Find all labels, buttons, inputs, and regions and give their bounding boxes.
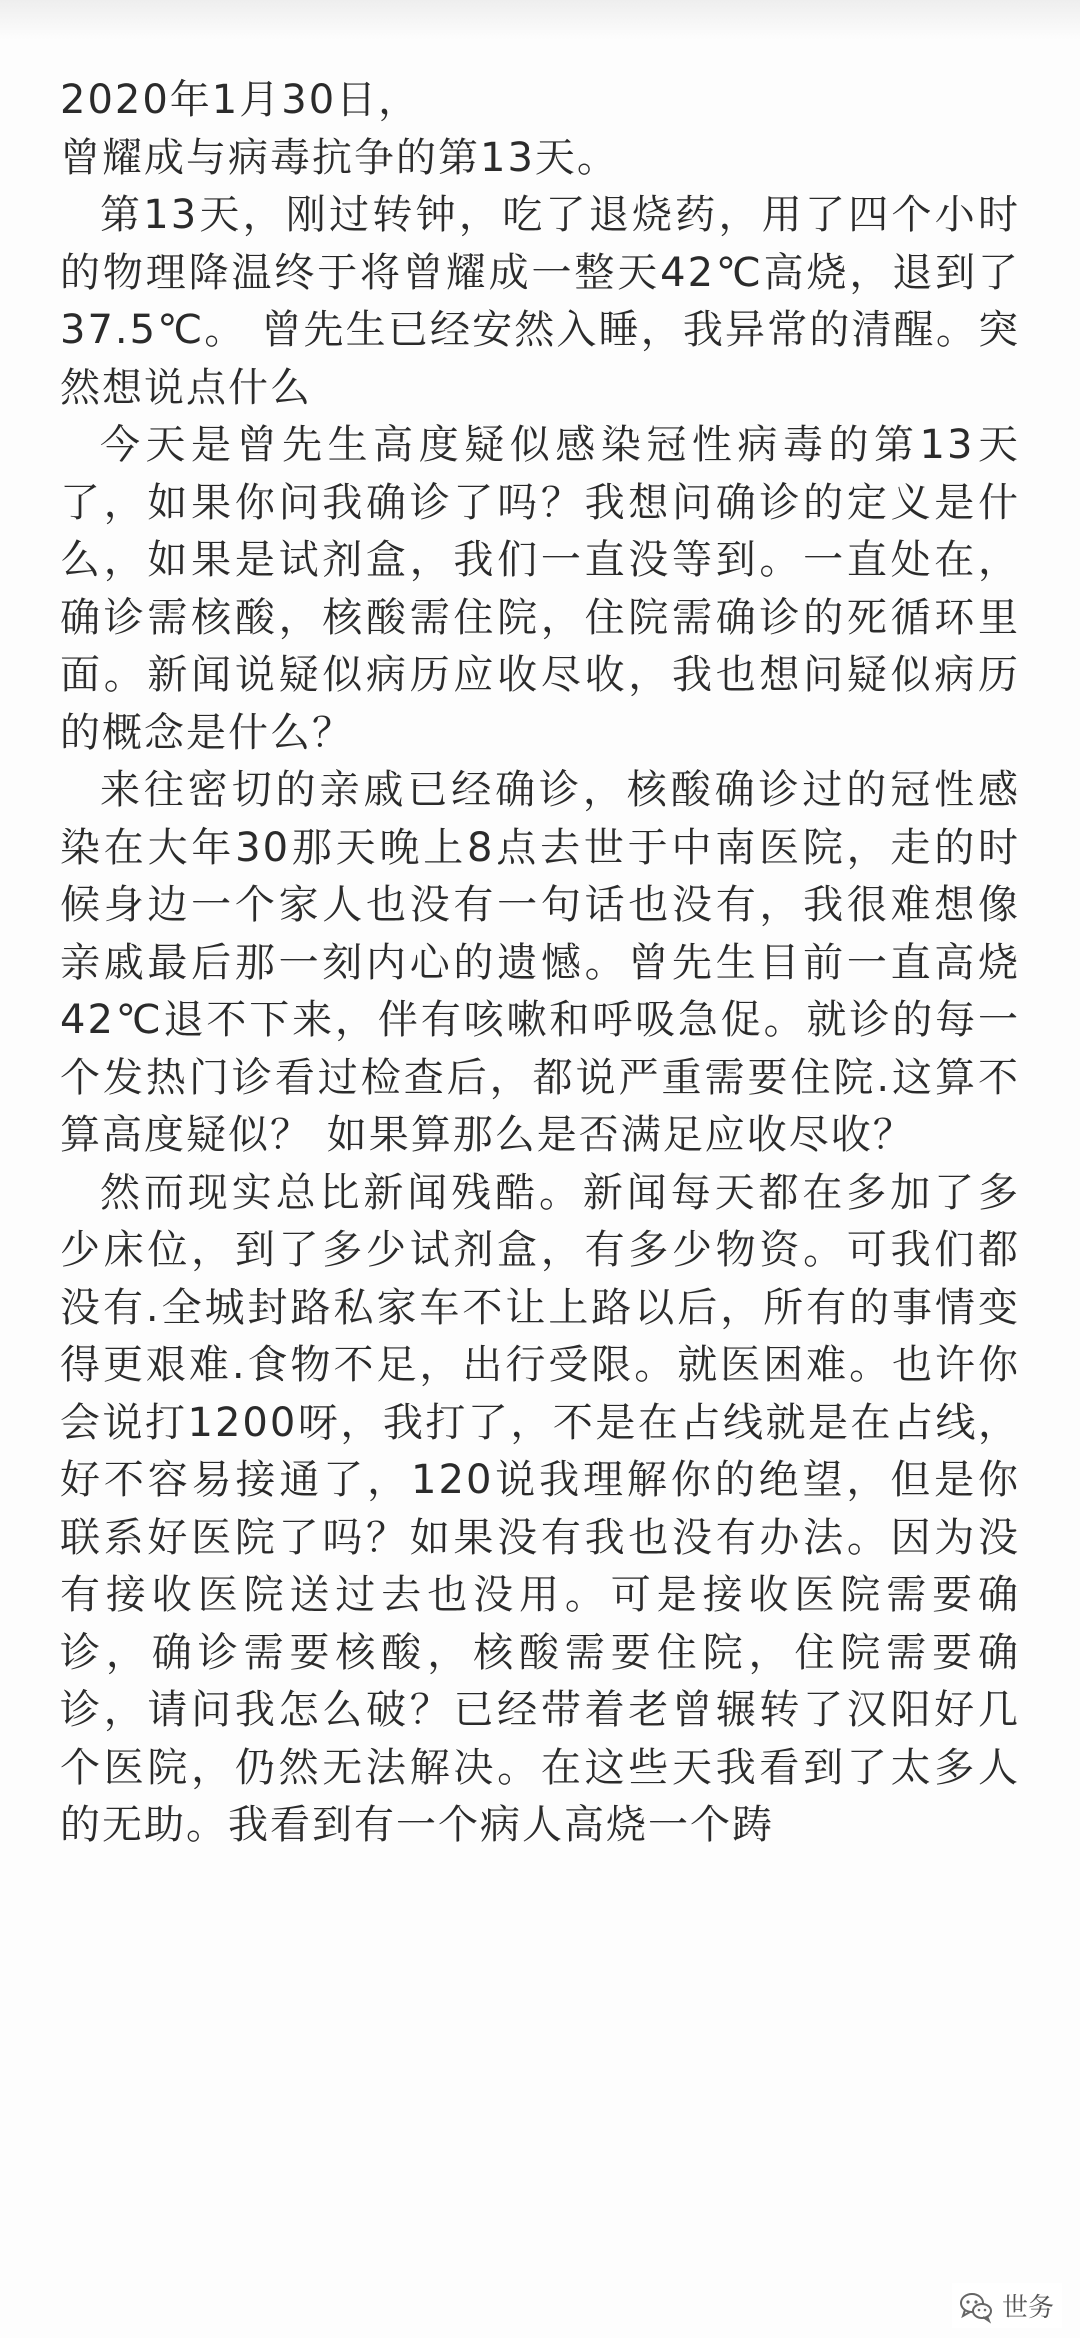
letter-date: 2020年1月30日，: [60, 77, 421, 123]
letter-paragraph-1: 第13天，刚过转钟，吃了退烧药，用了四个小时的物理降温终于将曾耀成一整天42℃高烧，退到了37.5℃。 曾先生已经安然入睡，我异常的清醒。突然想说点什么: [60, 192, 1020, 411]
handwritten-letter: [60, 72, 1020, 1855]
letter-paragraph-3: 来往密切的亲戚已经确诊，核酸确诊过的冠性感染在大年30那天晚上8点去世于中南医院，走的时候身边一个家人也没有一句话也没有，我很难想像亲戚最后那一刻内心的遗憾。曾先生目前一直高烧42℃退不下来，伴有咳嗽和呼吸急促。就诊的每一个发热门诊看过检查后，都说严重需要住院.这算不算高度疑似？ 如果算那么是否满足应收尽收？: [60, 767, 1020, 1158]
letter-subtitle: 曾耀成与病毒抗争的第13天。: [60, 134, 619, 181]
watermark: [952, 2283, 1062, 2328]
top-shade: [0, 0, 1080, 40]
letter-paragraph-2: 今天是曾先生高度疑似感染冠性病毒的第13天了，如果你问我确诊了吗？我想问确诊的定义是什么，如果是试剂盒，我们一直没等到。一直处在，确诊需核酸，核酸需住院，住院需确诊的死循环里面。新闻说疑似病历应收尽收，我也想问疑似病历的概念是什么？: [60, 422, 1020, 756]
watermark-label: 世务: [1001, 2293, 1054, 2323]
wechat-icon: [958, 2288, 994, 2324]
letter-paragraph-4: 然而现实总比新闻残酷。新闻每天都在多加了多少床位，到了多少试剂盒，有多少物资。可我们都没有.全城封路私家车不让上路以后，所有的事情变得更艰难.食物不足，出行受限。就医困难。也许你会说打1200呀，我打了，不是在占线就是在占线，好不容易接通了，120说我理解你的绝望，但是你联系好医院了吗？如果没有我也没有办法。因为没有接收医院送过去也没用。可是接收医院需要确诊，确诊需要核酸，核酸需要住院，住院需要确诊，请问我怎么破？已经带着老曾辗转了汉阳好几个医院，仍然无法解决。在这些天我看到了太多人的无助。我看到有一个病人高烧一个踌: [60, 1169, 1020, 1848]
